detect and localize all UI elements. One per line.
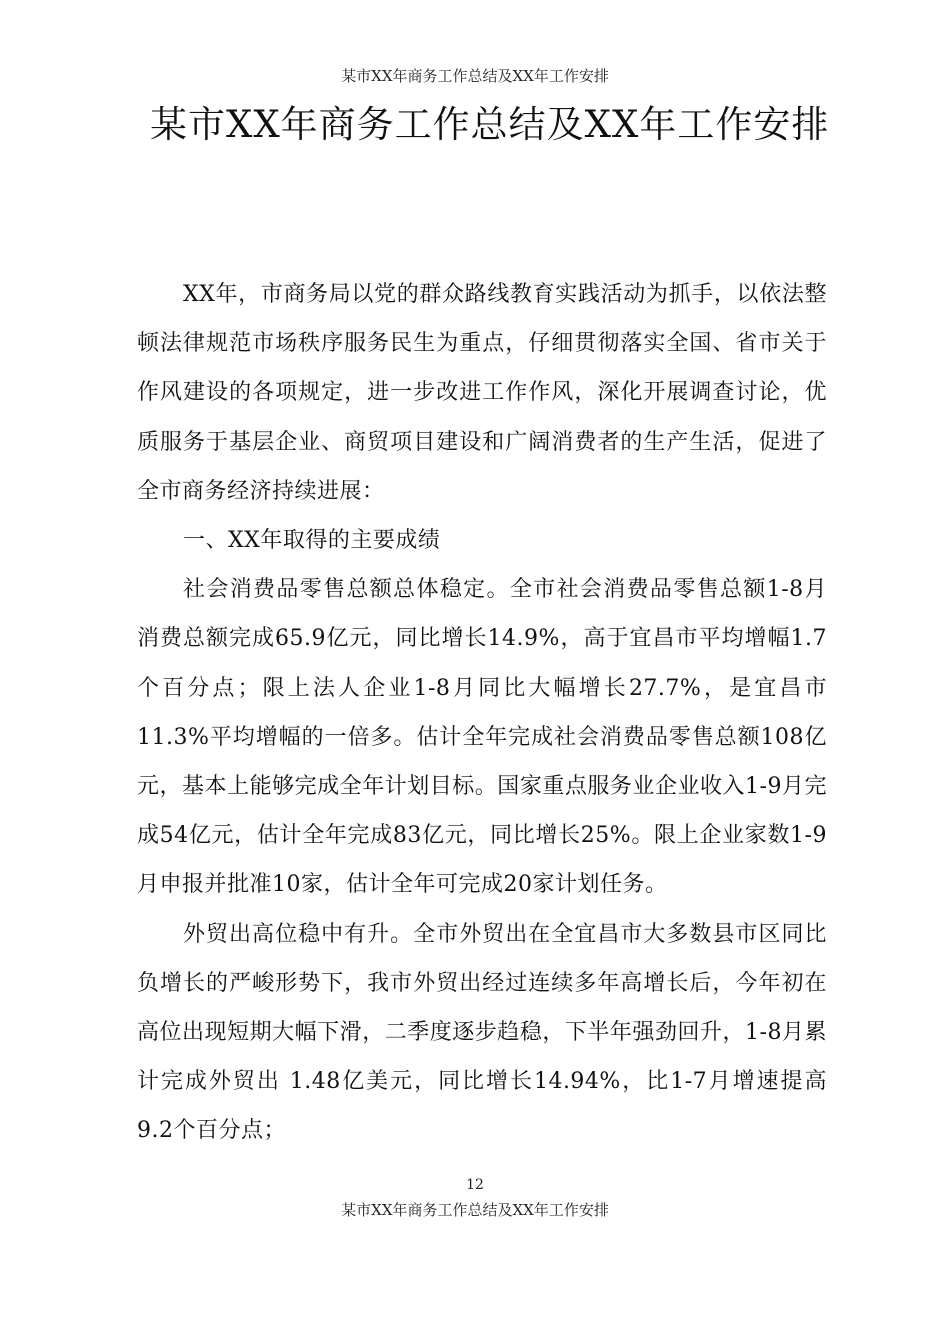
paragraph-trade: 外贸出高位稳中有升。全市外贸出在全宜昌市大多数县市区同比负增长的严峻形势下，我市外贸出经过连续多年高增长后，今年初在高位出现短期大幅下滑，二季度逐步趋稳，下半年强劲回升，1-8月累计完成外贸出 1.48亿美元，同比增长14.94%，比1-7月增速提高9.2个百分点； (137, 921, 827, 1144)
running-header: 某市XX年商务工作总结及XX年工作安排 (341, 67, 609, 85)
paragraph-intro: XX年，市商务局以党的群众路线教育实践活动为抓手，以依法整顿法律规范市场秩序服务民生为重点，仔细贯彻落实全国、省市关于作风建设的各项规定，进一步改进工作作风，深化开展调查讨论，优质服务于基层企业、商贸项目建设和广阔消费者的生产生活，促进了全市商务经济持续进展： (137, 282, 827, 504)
running-footer: 某市XX年商务工作总结及XX年工作安排 (341, 1201, 609, 1219)
document-title: 某市XX年商务工作总结及XX年工作安排 (150, 103, 830, 146)
page-number: 12 (466, 1177, 484, 1193)
paragraph-retail: 社会消费品零售总额总体稳定。全市社会消费品零售总额1-8月消费总额完成65.9亿元，同比增长14.9%，高于宜昌市平均增幅1.7个百分点；限上法人企业1-8月同比大幅增长27.7%，是宜昌市11.3%平均增幅的一倍多。估计全年完成社会消费品零售总额108亿元，基本上能够完成全年计划目标。国家重点服务业企业收入1-9月完成54亿元，估计全年完成83亿元，同比增长25%。限上企业家数1-9月申报并批准10家，估计全年可完成20家计划任务。 (137, 577, 827, 898)
document-body (137, 270, 827, 1156)
section-heading: 一、XX年取得的主要成绩 (183, 528, 441, 554)
